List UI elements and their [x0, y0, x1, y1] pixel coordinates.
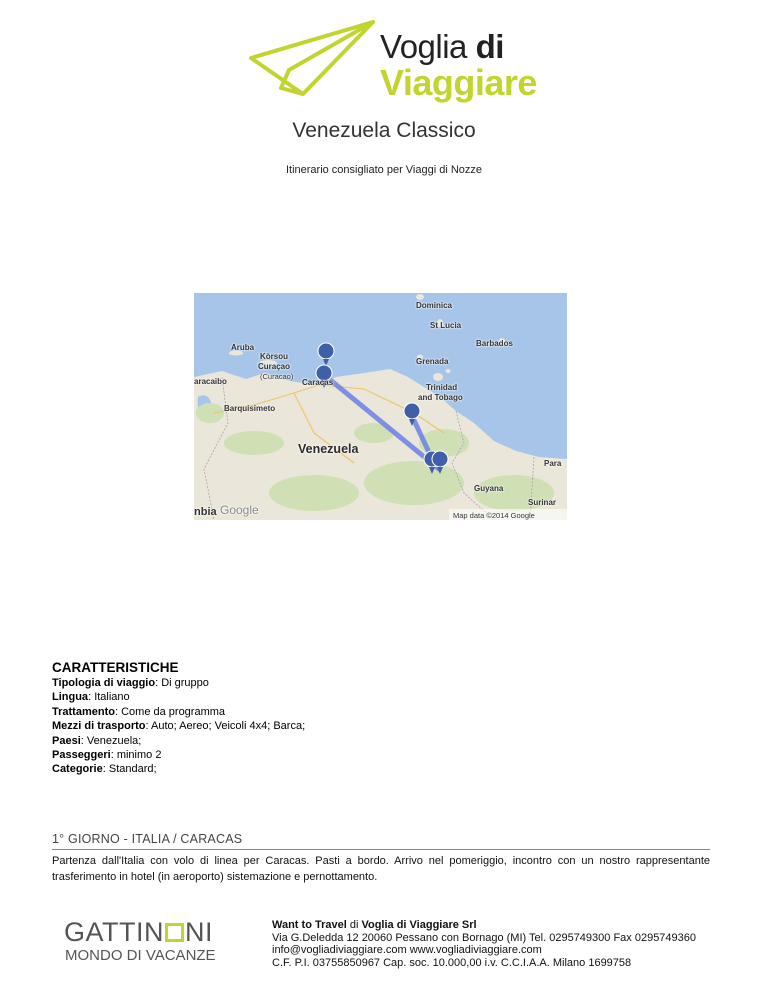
google-logo: Google: [220, 503, 259, 517]
map-label-tobago: and Tobago: [418, 393, 463, 402]
company-address: Via G.Deledda 12 20060 Pessano con Bornago (MI) Tel. 0295749300 Fax 0295749360: [272, 931, 697, 944]
map-label-maracaibo: aracaibo: [194, 377, 227, 386]
map-label-trinidad: Trinidad: [426, 383, 458, 392]
logo-text-viaggiare: Viaggiare: [380, 62, 537, 103]
characteristic-item: Passeggeri: minimo 2: [52, 749, 162, 762]
map-label-st-lucia: St Lucia: [430, 321, 462, 330]
characteristic-item: Mezzi di trasporto: Auto; Aereo; Veicoli 4x4; Barca;: [52, 720, 306, 733]
characteristic-item: Categorie: Standard;: [52, 763, 157, 776]
gattinoni-logo: [64, 917, 254, 965]
characteristics-heading: CARATTERISTICHE: [52, 660, 179, 675]
map-label-surinam: Surinar: [528, 498, 557, 507]
map-label-barbados: Barbados: [476, 339, 513, 348]
map-label-korsou: Kòrsou: [260, 352, 288, 361]
map-label-caracas: Caracas: [302, 378, 334, 387]
map-label-para: Para: [544, 459, 562, 468]
page-title: Venezuela Classico: [292, 119, 476, 142]
map-label-dominica: Dominica: [416, 301, 453, 310]
itinerary-map[interactable]: [194, 293, 567, 520]
gattinoni-tagline: MONDO DI VACANZE: [65, 947, 216, 964]
company-fiscal: C.F. P.I. 03755850967 Cap. soc. 10.000,00 i.v. C.C.I.A.A. Milano 1699758: [272, 956, 632, 969]
logo-text-voglia: Voglia di: [380, 28, 504, 65]
day-1-description: Partenza dall'Italia con volo di linea per Caracas. Pasti a bordo. Arrivo nel pomeriggio, incontro con un nostro rappresentante trasferimento in hotel (in aeroporto) sistemazione e pernottamento.: [52, 855, 710, 883]
map-credit[interactable]: Map data ©2014 Google: [453, 511, 535, 520]
characteristic-item: Trattamento: Come da programma: [52, 705, 226, 718]
map-label-guyana: Guyana: [474, 484, 504, 493]
characteristic-item: Tipologia di viaggio: Di gruppo: [52, 677, 209, 689]
map-marker-icon: [318, 343, 334, 366]
company-name: Want to Travel di Voglia di Viaggiare Srl: [272, 919, 477, 931]
company-info: [272, 919, 696, 969]
map-label-grenada: Grenada: [416, 357, 449, 366]
logo: [245, 18, 537, 103]
map-label-curacao: Curaçao: [258, 362, 291, 371]
company-contacts[interactable]: info@vogliadiviaggiare.com www.vogliadiviaggiare.com: [272, 944, 542, 957]
map-label-barquisimeto: Barquisimeto: [224, 404, 276, 413]
gattinoni-wordmark: GATTIN NI: [64, 917, 213, 947]
day-1-title: 1° GIORNO - ITALIA / CARACAS: [52, 832, 243, 846]
characteristics-list: [52, 676, 305, 777]
characteristic-item: Paesi: Venezuela;: [52, 734, 142, 747]
page-subtitle: Itinerario consigliato per Viaggi di Nozze: [285, 164, 483, 176]
day-1-divider: [52, 849, 710, 850]
map-label-colombia: nbia: [194, 506, 217, 518]
map-label-aruba: Aruba: [231, 343, 255, 352]
characteristic-item: Lingua: Italiano: [52, 691, 130, 704]
map-label-curacao-paren: (Curacao): [260, 372, 294, 381]
paper-plane-icon: [245, 18, 385, 100]
square-o-icon: [165, 923, 184, 942]
map-label-venezuela: Venezuela: [298, 442, 359, 456]
